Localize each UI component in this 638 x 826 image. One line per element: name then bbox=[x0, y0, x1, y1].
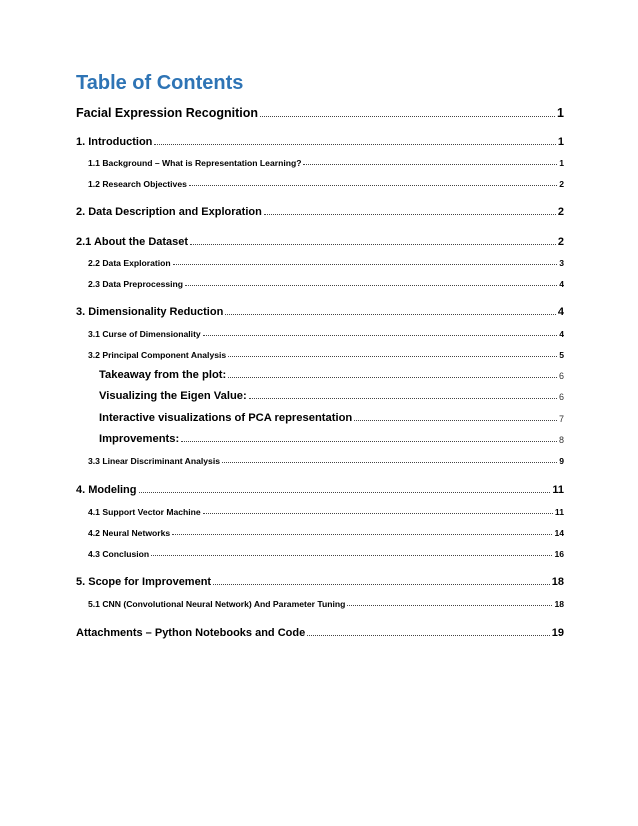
toc-entry-svm[interactable] bbox=[88, 507, 564, 517]
toc-dot-leader bbox=[307, 635, 550, 636]
toc-page-number: 18 bbox=[554, 599, 564, 609]
toc-entry-label: Takeaway from the plot: bbox=[99, 369, 227, 381]
toc-entry-lda[interactable] bbox=[88, 456, 564, 466]
toc-page-number: 4 bbox=[559, 329, 564, 339]
toc-entry-label: 1.2 Research Objectives bbox=[88, 179, 187, 189]
toc-page-number: 11 bbox=[554, 507, 564, 517]
toc-entry-attachments[interactable] bbox=[76, 627, 564, 639]
toc-entry-label: 3.3 Linear Discriminant Analysis bbox=[88, 456, 220, 466]
toc-page-number: 5 bbox=[559, 350, 564, 360]
toc-entry-label: 4. Modeling bbox=[76, 484, 137, 496]
toc-page-number: 11 bbox=[552, 484, 564, 496]
toc-entry-label: 3.1 Curse of Dimensionality bbox=[88, 329, 201, 339]
toc-entry-cnn[interactable] bbox=[88, 599, 564, 609]
toc-entry-pca[interactable] bbox=[88, 350, 564, 360]
toc-entry-label: Interactive visualizations of PCA representation bbox=[99, 412, 353, 424]
toc-entry-interactive-pca[interactable] bbox=[99, 412, 564, 424]
toc-entry-facial-expression-recognition[interactable] bbox=[76, 106, 564, 120]
toc-entry-label: 2.1 About the Dataset bbox=[76, 236, 189, 248]
toc-dot-leader bbox=[354, 420, 557, 421]
toc-title: Table of Contents bbox=[76, 72, 244, 94]
toc-entry-label: 2.2 Data Exploration bbox=[88, 258, 171, 268]
toc-dot-leader bbox=[225, 314, 556, 315]
toc-page-number: 4 bbox=[557, 306, 564, 318]
toc-entry-label: Visualizing the Eigen Value: bbox=[99, 390, 247, 402]
toc-dot-leader bbox=[190, 244, 556, 245]
toc-entry-label: 3. Dimensionality Reduction bbox=[76, 306, 224, 318]
toc-entry-label: 2. Data Description and Exploration bbox=[76, 206, 262, 218]
toc-dot-leader bbox=[154, 144, 555, 145]
toc-entry-data-preprocessing[interactable] bbox=[88, 279, 564, 289]
toc-page-number: 4 bbox=[559, 279, 564, 289]
toc-dot-leader bbox=[228, 356, 557, 357]
toc-dot-leader bbox=[181, 441, 557, 442]
toc-page-number: 2 bbox=[557, 206, 564, 218]
toc-page-number: 8 bbox=[558, 435, 564, 445]
toc-page-number: 18 bbox=[551, 576, 564, 588]
toc-page-number: 16 bbox=[554, 549, 564, 559]
toc-page-number: 9 bbox=[559, 456, 564, 466]
toc-entry-label: 5.1 CNN (Convolutional Neural Network) And Parameter Tuning bbox=[88, 599, 346, 609]
toc-page-number: 19 bbox=[551, 627, 564, 639]
toc-entry-background[interactable] bbox=[88, 158, 564, 168]
toc-page-number: 1 bbox=[559, 158, 564, 168]
toc-dot-leader bbox=[213, 584, 550, 585]
toc-dot-leader bbox=[260, 116, 555, 117]
toc-dot-leader bbox=[173, 264, 558, 265]
toc-entry-label: 1. Introduction bbox=[76, 136, 153, 148]
toc-dot-leader bbox=[303, 164, 557, 165]
toc-entry-label: Attachments – Python Notebooks and Code bbox=[76, 627, 306, 639]
toc-dot-leader bbox=[172, 534, 552, 535]
toc-page-number: 14 bbox=[554, 528, 564, 538]
toc-entry-neural-networks[interactable] bbox=[88, 528, 564, 538]
toc-entry-label: 4.2 Neural Networks bbox=[88, 528, 171, 538]
toc-entry-label: 5. Scope for Improvement bbox=[76, 576, 212, 588]
toc-page-number: 2 bbox=[557, 236, 564, 248]
toc-dot-leader bbox=[222, 462, 557, 463]
toc-page-number: 1 bbox=[557, 106, 564, 120]
toc-entry-conclusion[interactable] bbox=[88, 549, 564, 559]
toc-dot-leader bbox=[249, 398, 557, 399]
toc-entry-research-objectives[interactable] bbox=[88, 179, 564, 189]
toc-page-number: 6 bbox=[558, 392, 564, 402]
toc-entry-label: 1.1 Background – What is Representation Learning? bbox=[88, 158, 302, 168]
toc-entry-takeaway[interactable] bbox=[99, 369, 564, 381]
toc-page-number: 6 bbox=[558, 371, 564, 381]
toc-dot-leader bbox=[228, 377, 557, 378]
toc-entry-scope-for-improvement[interactable] bbox=[76, 576, 564, 588]
toc-entry-improvements[interactable] bbox=[99, 433, 564, 445]
toc-entry-eigen-value[interactable] bbox=[99, 390, 564, 402]
toc-entry-dimensionality-reduction[interactable] bbox=[76, 306, 564, 318]
toc-dot-leader bbox=[139, 492, 551, 493]
toc-entry-label: 3.2 Principal Component Analysis bbox=[88, 350, 227, 360]
toc-entry-data-description[interactable] bbox=[76, 206, 564, 218]
toc-entry-label: Facial Expression Recognition bbox=[76, 106, 258, 120]
toc-dot-leader bbox=[151, 555, 552, 556]
toc-entry-about-dataset[interactable] bbox=[76, 236, 564, 248]
toc-dot-leader bbox=[264, 214, 556, 215]
toc-dot-leader bbox=[203, 335, 558, 336]
toc-page-number: 1 bbox=[557, 136, 564, 148]
toc-page-number: 2 bbox=[559, 179, 564, 189]
toc-entry-label: 2.3 Data Preprocessing bbox=[88, 279, 184, 289]
toc-page-number: 7 bbox=[558, 414, 564, 424]
toc-entry-label: Improvements: bbox=[99, 433, 180, 445]
toc-dot-leader bbox=[189, 185, 557, 186]
toc-dot-leader bbox=[203, 513, 553, 514]
toc-entry-modeling[interactable] bbox=[76, 484, 564, 496]
toc-dot-leader bbox=[347, 605, 552, 606]
toc-page-number: 3 bbox=[559, 258, 564, 268]
toc-entry-label: 4.3 Conclusion bbox=[88, 549, 150, 559]
toc-entry-label: 4.1 Support Vector Machine bbox=[88, 507, 201, 517]
toc-entry-curse-of-dimensionality[interactable] bbox=[88, 329, 564, 339]
toc-entry-data-exploration[interactable] bbox=[88, 258, 564, 268]
toc-entry-introduction[interactable] bbox=[76, 136, 564, 148]
toc-dot-leader bbox=[185, 285, 557, 286]
